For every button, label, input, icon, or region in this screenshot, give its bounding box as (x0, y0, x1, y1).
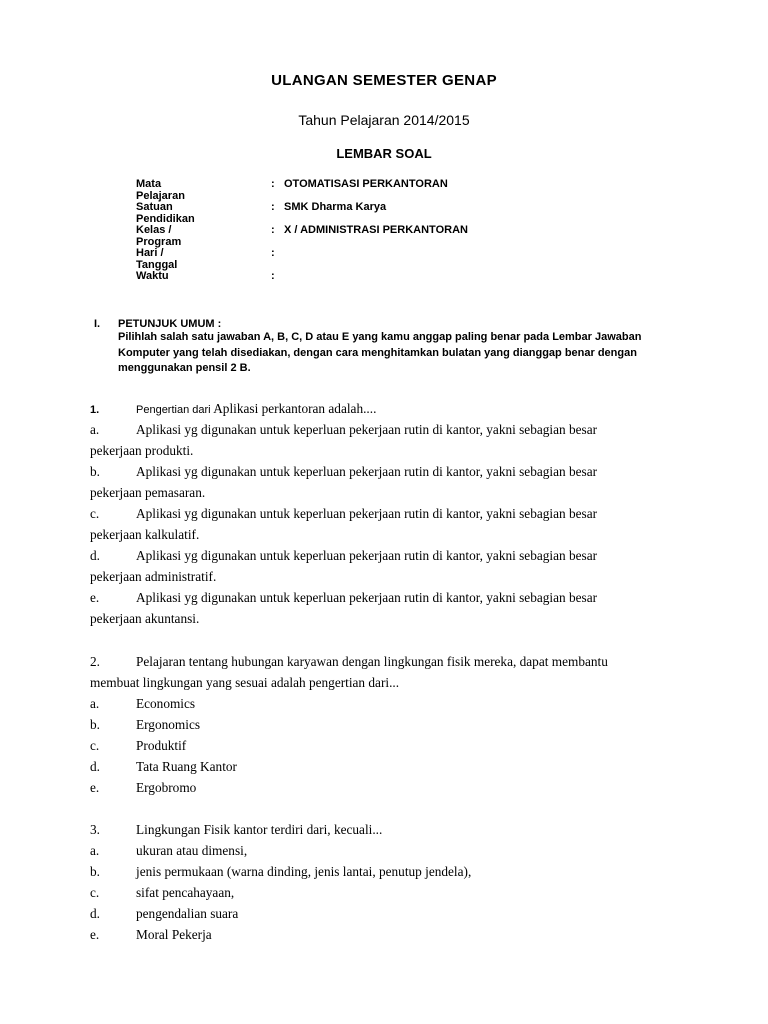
option-text: pengendalian suara (136, 906, 239, 921)
option-text: Tata Ruang Kantor (136, 759, 237, 774)
option-text: Aplikasi yg digunakan untuk keperluan pekerjaan rutin di kantor, yakni sebagian besar (136, 464, 598, 479)
answer-option (90, 717, 680, 738)
option-text: Aplikasi yg digunakan untuk keperluan pekerjaan rutin di kantor, yakni sebagian besar (136, 590, 598, 605)
option-letter: a. (90, 696, 100, 711)
option-continuation: pekerjaan administratif. (90, 569, 217, 584)
question-stem (90, 401, 680, 422)
question-3 (90, 822, 680, 948)
info-colon: : (271, 224, 275, 236)
section-number: I. (94, 318, 101, 330)
question-continuation: membuat lingkungan yang sesuai adalah pengertian dari... (90, 675, 400, 690)
option-text: ukuran atau dimensi, (136, 843, 248, 858)
answer-option (90, 759, 680, 780)
info-colon: : (271, 270, 275, 282)
instructions-line: Pilihlah salah satu jawaban A, B, C, D atau E yang kamu anggap paling benar pada Lembar Jawaban (118, 331, 642, 343)
option-text: jenis permukaan (warna dinding, jenis lantai, penutup jendela), (136, 864, 472, 879)
info-label: Waktu (136, 270, 169, 282)
answer-option (90, 422, 680, 443)
info-value: X / ADMINISTRASI PERKANTORAN (284, 224, 468, 236)
instructions-body (118, 330, 688, 377)
question-text (136, 401, 376, 417)
answer-option (90, 780, 680, 801)
answer-option (90, 464, 680, 485)
question-stem (90, 654, 680, 675)
answer-option (90, 906, 680, 927)
answer-option (90, 864, 680, 885)
instructions-line: Komputer yang telah disediakan, dengan cara menghitamkan bulatan yang dianggap benar dengan (118, 346, 637, 359)
option-text: Aplikasi yg digunakan untuk keperluan pekerjaan rutin di kantor, yakni sebagian besar (136, 548, 598, 563)
option-letter: b. (90, 717, 100, 732)
option-letter: d. (90, 759, 100, 774)
answer-option (90, 590, 680, 611)
option-continuation: pekerjaan produkti. (90, 443, 194, 458)
option-letter: a. (90, 843, 100, 858)
question-number: 3. (90, 822, 100, 837)
instructions-line: menggunakan pensil 2 B. (118, 362, 251, 374)
option-letter: c. (90, 885, 100, 900)
info-colon: : (271, 247, 275, 259)
answer-option (90, 885, 680, 906)
answer-option (90, 696, 680, 717)
answer-option (90, 843, 680, 864)
info-label: Kelas / Program (136, 224, 182, 248)
academic-year: Tahun Pelajaran 2014/2015 (298, 112, 470, 128)
option-text: Produktif (136, 738, 187, 753)
info-label: Mata Pelajaran (136, 178, 185, 202)
option-continuation: pekerjaan pemasaran. (90, 485, 206, 500)
option-letter: c. (90, 506, 100, 521)
option-letter: e. (90, 590, 100, 605)
info-value: SMK Dharma Karya (284, 201, 387, 213)
info-colon: : (271, 178, 275, 190)
question-stem (90, 822, 680, 843)
question-lead: Pengertian dari (136, 404, 211, 416)
option-text: Ergobromo (136, 780, 197, 795)
answer-option (90, 738, 680, 759)
option-letter: c. (90, 738, 100, 753)
option-letter: d. (90, 548, 100, 563)
answer-option (90, 927, 680, 948)
option-text: sifat pencahayaan, (136, 885, 235, 900)
info-label: Hari / Tanggal (136, 247, 178, 271)
option-continuation: pekerjaan akuntansi. (90, 611, 200, 626)
question-1 (90, 401, 680, 632)
option-text: Moral Pekerja (136, 927, 212, 942)
sheet-title: LEMBAR SOAL (336, 146, 432, 161)
question-text: Lingkungan Fisik kantor terdiri dari, kecuali... (136, 822, 383, 837)
section-heading: PETUNJUK UMUM : (118, 318, 222, 330)
option-text: Ergonomics (136, 717, 201, 732)
option-text: Economics (136, 696, 196, 711)
option-letter: e. (90, 927, 100, 942)
option-text: Aplikasi yg digunakan untuk keperluan pekerjaan rutin di kantor, yakni sebagian besar (136, 506, 598, 521)
option-letter: b. (90, 864, 100, 879)
option-letter: a. (90, 422, 100, 437)
option-letter: e. (90, 780, 100, 795)
option-letter: b. (90, 464, 100, 479)
info-label: Satuan Pendidikan (136, 201, 195, 225)
option-letter: d. (90, 906, 100, 921)
document-title: ULANGAN SEMESTER GENAP (271, 72, 497, 89)
question-number: 1. (90, 404, 100, 416)
info-value: OTOMATISASI PERKANTORAN (284, 178, 448, 190)
question-text: Pelajaran tentang hubungan karyawan dengan lingkungan fisik mereka, dapat membantu (136, 654, 608, 669)
option-text: Aplikasi yg digunakan untuk keperluan pekerjaan rutin di kantor, yakni sebagian besar (136, 422, 598, 437)
question-main: Aplikasi perkantoran adalah.... (213, 401, 377, 416)
answer-option (90, 506, 680, 527)
option-continuation: pekerjaan kalkulatif. (90, 527, 200, 542)
answer-option (90, 548, 680, 569)
question-number: 2. (90, 654, 100, 669)
question-2 (90, 654, 680, 801)
info-colon: : (271, 201, 275, 213)
